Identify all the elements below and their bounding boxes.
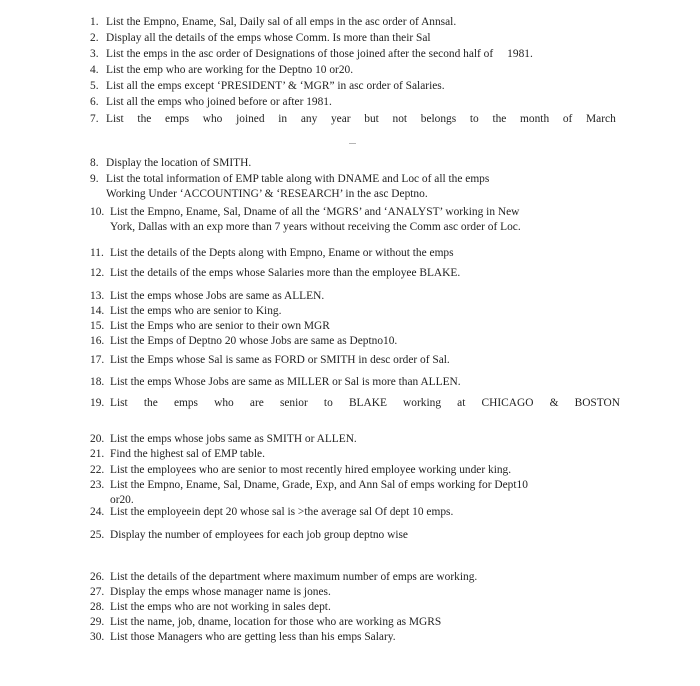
question-text-line: List all the emps except ‘PRESIDENT’ & ‘MGR” in asc order of Salaries.: [106, 80, 445, 92]
question-text-line: Display all the details of the emps whose Comm. Is more than their Sal: [106, 32, 431, 44]
question-text-line: List the emps whose Jobs are same as ALLEN.: [110, 290, 325, 302]
question-text: [110, 585, 331, 600]
question-number: 9.: [90, 173, 99, 185]
question-text-line: List the name, job, dname, location for those who are working as MGRS: [110, 616, 442, 628]
question-number: 2.: [90, 32, 99, 44]
question-text: [106, 156, 251, 171]
question-word: the: [143, 397, 158, 409]
question-text: [110, 266, 460, 281]
question-word: CHICAGO: [481, 397, 534, 409]
question-text-line: List the emps in the asc order of Designations of those joined after the second half of: [106, 48, 494, 60]
question-text-line: List the total information of EMP table along with DNAME and Loc of all the emps: [106, 173, 490, 185]
question-text: [110, 615, 441, 630]
question-text-line: List the emps who are senior to King.: [110, 305, 282, 317]
question-text-line: List the emp who are working for the Deptno 10 or20.: [106, 64, 354, 76]
question-number: 21.: [90, 448, 105, 460]
question-word: List: [110, 397, 128, 409]
question-word: working: [403, 397, 442, 409]
question-text: [110, 447, 265, 462]
question-text: [110, 304, 281, 319]
question-word: emps: [165, 113, 190, 125]
question-text: [110, 600, 331, 615]
question-word: are: [249, 397, 264, 409]
question-text-line: List the Emps whose Sal is same as FORD or SMITH in desc order of Sal.: [110, 354, 450, 366]
question-text-line: Display the emps whose manager name is jones.: [110, 586, 331, 598]
question-text-line: List the Empno, Ename, Sal, Daily sal of all emps in the asc order of Annsal.: [106, 16, 457, 28]
question-word: who: [214, 397, 234, 409]
question-number: 8.: [90, 157, 99, 169]
question-number: 6.: [90, 96, 99, 108]
question-word: joined: [236, 113, 265, 125]
question-word: March: [586, 113, 616, 125]
question-text-line2: Working Under ‘ACCOUNTING’ & ‘RESEARCH’ in the asc Deptno.: [106, 188, 428, 200]
question-number: 17.: [90, 354, 105, 366]
question-word: of: [562, 113, 573, 125]
question-text: [106, 31, 431, 46]
question-text: [110, 432, 357, 447]
question-number: 29.: [90, 616, 105, 628]
question-number: 22.: [90, 464, 105, 476]
question-number: 30.: [90, 631, 105, 643]
question-text: [110, 289, 324, 304]
question-word: year: [330, 113, 351, 125]
question-number: 5.: [90, 80, 99, 92]
question-word: at: [457, 397, 466, 409]
question-word: the: [137, 113, 152, 125]
question-word: who: [202, 113, 223, 125]
question-number: 23.: [90, 479, 105, 491]
question-text-line: List the Empno, Ename, Sal, Dname of all the ‘MGRS’ and ‘ANALYST’ working in New: [110, 206, 520, 218]
question-word: in: [278, 113, 288, 125]
question-text-line: List the employeein dept 20 whose sal is >the average sal Of dept 10 emps.: [110, 506, 454, 518]
question-word: to: [469, 113, 479, 125]
question-text: [106, 79, 445, 94]
question-text: [110, 353, 450, 368]
question-text: [110, 205, 519, 220]
question-number: 19.: [90, 397, 105, 409]
question-text-line: List the Emps of Deptno 20 whose Jobs are same as Deptno10.: [110, 335, 398, 347]
question-number: 4.: [90, 64, 99, 76]
question-text-line: Find the highest sal of EMP table.: [110, 448, 265, 460]
question-text-line: Display the location of SMITH.: [106, 157, 252, 169]
question-word: not: [392, 113, 408, 125]
question-text: [110, 505, 453, 520]
question-text-line: List the employees who are senior to most recently hired employee working under king.: [110, 464, 512, 476]
question-text-line: Display the number of employees for each job group deptno wise: [110, 529, 408, 541]
question-number: 11.: [90, 247, 104, 259]
question-text-line: List the Empno, Ename, Sal, Dname, Grade, Exp, and Ann Sal of emps working for Dept10: [110, 479, 528, 491]
question-text-line: List the emps Whose Jobs are same as MILLER or Sal is more than ALLEN.: [110, 376, 461, 388]
question-word: month: [520, 113, 550, 125]
question-number: 14.: [90, 305, 105, 317]
question-text-line: List the Emps who are senior to their own MGR: [110, 320, 330, 332]
question-text-line: List the emps who are not working in sales dept.: [110, 601, 331, 613]
question-text-line: List those Managers who are getting less than his emps Salary.: [110, 631, 396, 643]
question-word: senior: [279, 397, 308, 409]
question-word: to: [323, 397, 333, 409]
question-word: BLAKE: [348, 397, 387, 409]
question-text: [110, 570, 477, 585]
question-text-year: 1981.: [507, 48, 533, 60]
question-word: &: [549, 397, 559, 409]
question-number: 25.: [90, 529, 105, 541]
question-text: [110, 528, 408, 543]
question-text: [106, 15, 456, 30]
question-text: [110, 334, 397, 349]
question-number: 18.: [90, 376, 105, 388]
question-text-line: List the emps whose jobs same as SMITH or ALLEN.: [110, 433, 357, 445]
question-word: any: [300, 113, 318, 125]
question-number: 12.: [90, 267, 105, 279]
question-text-line2: York, Dallas with an exp more than 7 years without receiving the Comm asc order of Loc.: [110, 221, 521, 233]
question-number: 28.: [90, 601, 105, 613]
question-text-line: List the details of the department where maximum number of emps are working.: [110, 571, 478, 583]
question-text-line: List the details of the emps whose Salaries more than the employee BLAKE.: [110, 267, 461, 279]
question-text: [110, 319, 330, 334]
question-text: [110, 630, 396, 645]
question-text-line: List the details of the Depts along with Empno, Ename or without the emps: [110, 247, 454, 259]
question-number: 1.: [90, 16, 99, 28]
question-number: 26.: [90, 571, 105, 583]
question-number: 24.: [90, 506, 105, 518]
question-text: [106, 47, 533, 62]
question-text: [110, 478, 528, 493]
question-number: 3.: [90, 48, 99, 60]
question-text-line: List all the emps who joined before or after 1981.: [106, 96, 332, 108]
question-text: [110, 396, 620, 411]
question-text: [106, 63, 353, 78]
question-text: [110, 375, 461, 390]
question-word: BOSTON: [574, 397, 620, 409]
question-number: 20.: [90, 433, 105, 445]
question-number: 16.: [90, 335, 105, 347]
question-text: [110, 246, 454, 261]
question-word: belongs: [420, 113, 457, 125]
question-word: but: [364, 113, 379, 125]
question-text: [110, 463, 511, 478]
question-number: 7.: [90, 113, 99, 125]
stray-mark: [349, 143, 356, 144]
question-number: 10.: [90, 206, 105, 218]
question-word: emps: [173, 397, 198, 409]
question-number: 15.: [90, 320, 105, 332]
question-number: 13.: [90, 290, 105, 302]
question-text: [106, 172, 489, 187]
question-word: the: [492, 113, 507, 125]
question-text: [106, 95, 332, 110]
question-text-line2: or20.: [110, 494, 134, 506]
question-word: List: [106, 113, 124, 125]
question-text: [106, 112, 616, 127]
question-number: 27.: [90, 586, 105, 598]
